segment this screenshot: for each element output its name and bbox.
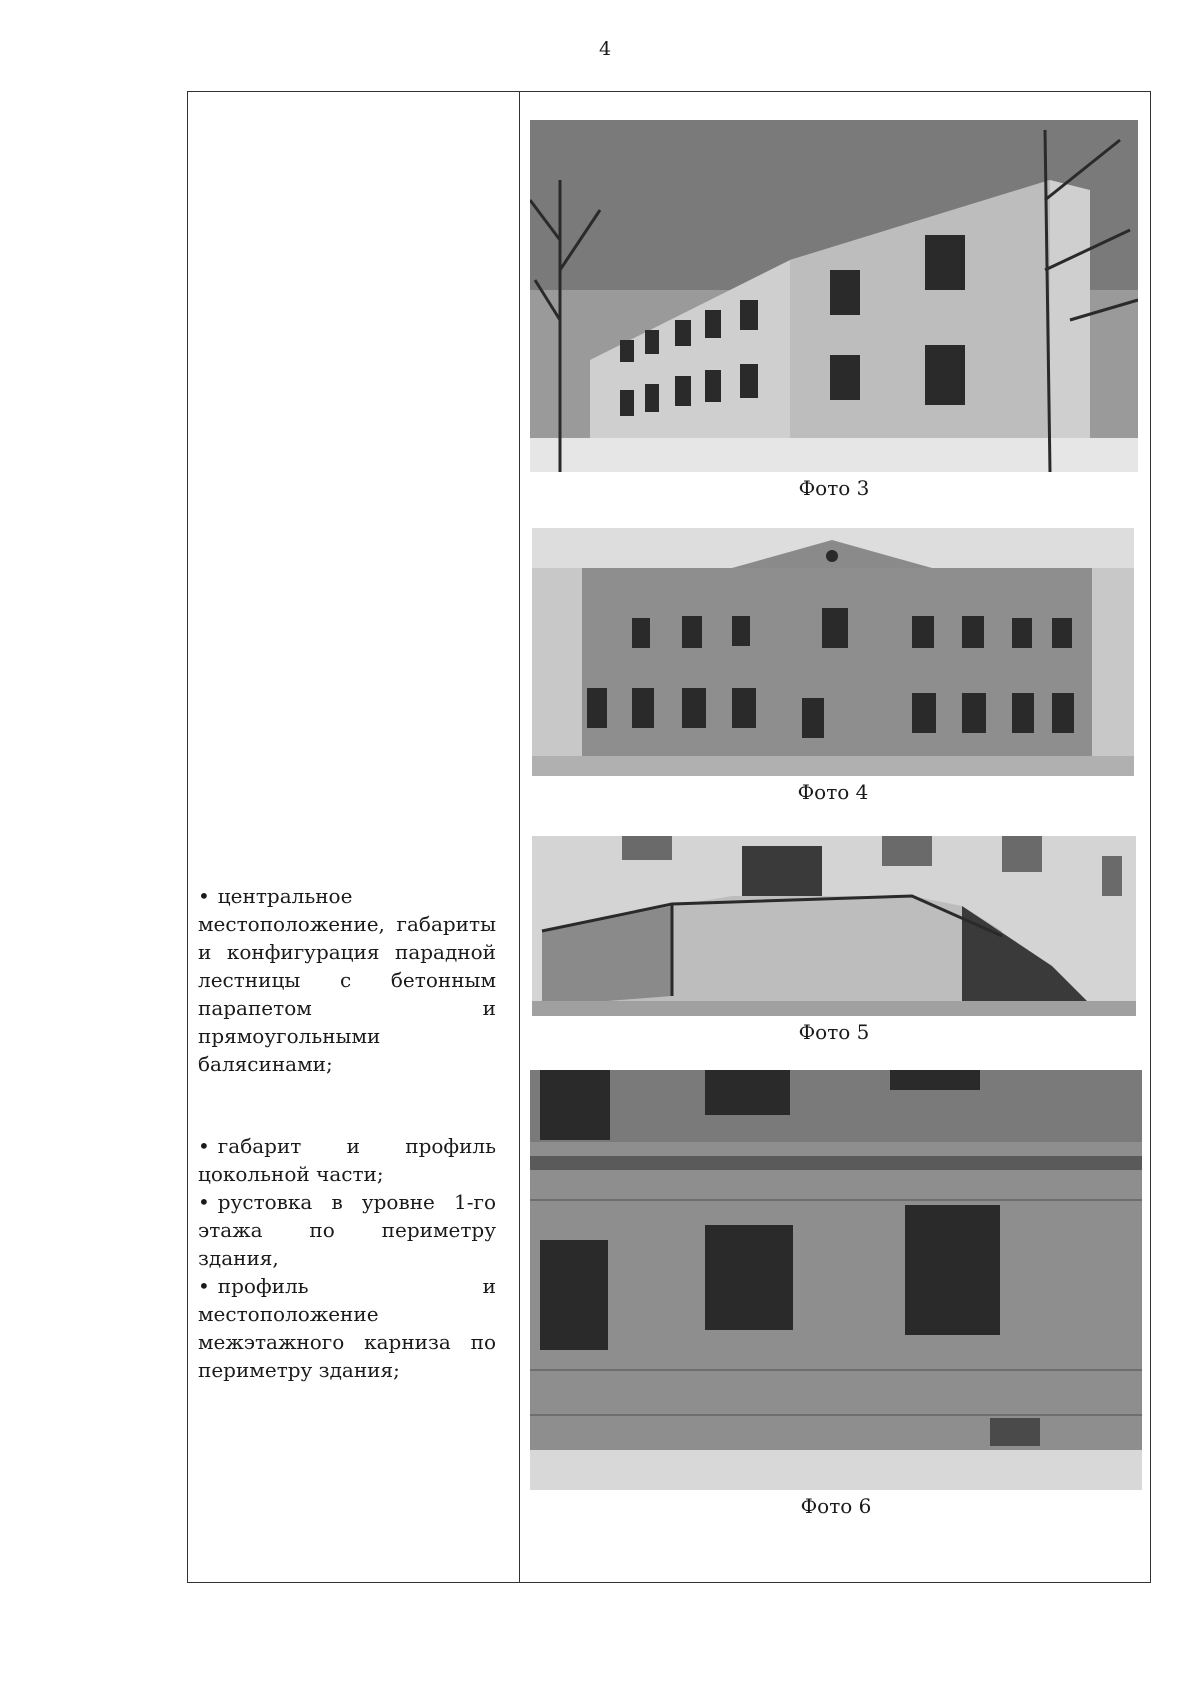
- requirement-item: • профиль и местоположение межэтажного карниза по периметру здания;: [198, 1272, 496, 1384]
- requirements-block-1: [198, 882, 496, 1078]
- photo-6-facade-detail: [530, 1070, 1142, 1490]
- photo-3-figure: [530, 120, 1138, 500]
- photo-6-figure: [530, 1070, 1142, 1518]
- page-number: 4: [598, 38, 612, 60]
- requirement-item: • центральное местоположение, габариты и конфигурация парадной лестницы с бетонным парапетом и прямоугольными балясинами;: [198, 882, 496, 1078]
- photo-5-caption: Фото 5: [798, 1020, 870, 1044]
- photo-4-figure: [532, 528, 1134, 804]
- photo-5-staircase: [532, 836, 1136, 1016]
- requirement-item: • рустовка в уровне 1-го этажа по периметру здания,: [198, 1188, 496, 1272]
- photo-4-building-facade: [532, 528, 1134, 776]
- column-divider: [519, 92, 520, 1582]
- requirements-block-2: [198, 1132, 496, 1384]
- photo-4-caption: Фото 4: [797, 780, 869, 804]
- photo-3-caption: Фото 3: [798, 476, 870, 500]
- document-table: [187, 91, 1151, 1583]
- requirement-item: • габарит и профиль цокольной части;: [198, 1132, 496, 1188]
- photo-3-building-facade: [530, 120, 1138, 472]
- photo-5-figure: [532, 836, 1136, 1044]
- photo-6-caption: Фото 6: [800, 1494, 872, 1518]
